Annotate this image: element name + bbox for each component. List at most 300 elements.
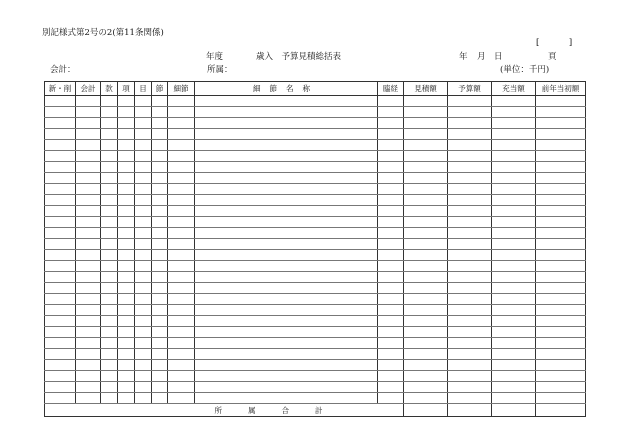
table-cell[interactable] xyxy=(76,283,101,294)
table-cell[interactable] xyxy=(448,382,492,393)
table-cell[interactable] xyxy=(448,338,492,349)
table-cell[interactable] xyxy=(135,151,152,162)
table-cell[interactable] xyxy=(195,195,378,206)
table-cell[interactable] xyxy=(118,107,135,118)
table-cell[interactable] xyxy=(492,360,536,371)
table-cell[interactable] xyxy=(492,393,536,404)
table-cell[interactable] xyxy=(45,393,76,404)
table-cell[interactable] xyxy=(152,338,168,349)
table-cell[interactable] xyxy=(378,162,404,173)
table-cell[interactable] xyxy=(118,382,135,393)
table-cell[interactable] xyxy=(536,107,586,118)
table-cell[interactable] xyxy=(76,305,101,316)
table-cell[interactable] xyxy=(195,217,378,228)
table-cell[interactable] xyxy=(492,118,536,129)
table-cell[interactable] xyxy=(448,393,492,404)
table-cell[interactable] xyxy=(492,96,536,107)
table-cell[interactable] xyxy=(448,184,492,195)
table-cell[interactable] xyxy=(101,239,118,250)
table-cell[interactable] xyxy=(448,173,492,184)
table-cell[interactable] xyxy=(168,316,195,327)
table-cell[interactable] xyxy=(448,294,492,305)
table-cell[interactable] xyxy=(536,371,586,382)
table-cell[interactable] xyxy=(168,107,195,118)
table-cell[interactable] xyxy=(195,283,378,294)
table-cell[interactable] xyxy=(404,96,448,107)
table-cell[interactable] xyxy=(448,250,492,261)
table-cell[interactable] xyxy=(448,107,492,118)
table-cell[interactable] xyxy=(404,228,448,239)
table-cell[interactable] xyxy=(135,239,152,250)
table-cell[interactable] xyxy=(76,228,101,239)
table-cell[interactable] xyxy=(168,250,195,261)
table-cell[interactable] xyxy=(152,129,168,140)
table-cell[interactable] xyxy=(195,151,378,162)
table-cell[interactable] xyxy=(536,228,586,239)
table-cell[interactable] xyxy=(536,338,586,349)
table-cell[interactable] xyxy=(101,327,118,338)
table-cell[interactable] xyxy=(492,371,536,382)
table-cell[interactable] xyxy=(195,371,378,382)
table-cell[interactable] xyxy=(135,371,152,382)
table-cell[interactable] xyxy=(135,294,152,305)
table-cell[interactable] xyxy=(152,283,168,294)
table-cell[interactable] xyxy=(76,250,101,261)
table-cell[interactable] xyxy=(448,140,492,151)
table-cell[interactable] xyxy=(168,382,195,393)
table-cell[interactable] xyxy=(76,239,101,250)
table-cell[interactable] xyxy=(404,283,448,294)
table-cell[interactable] xyxy=(195,107,378,118)
table-cell[interactable] xyxy=(492,250,536,261)
table-cell[interactable] xyxy=(536,206,586,217)
table-cell[interactable] xyxy=(195,206,378,217)
table-cell[interactable] xyxy=(195,162,378,173)
table-cell[interactable] xyxy=(152,184,168,195)
table-cell[interactable] xyxy=(195,250,378,261)
table-cell[interactable] xyxy=(76,217,101,228)
table-cell[interactable] xyxy=(76,393,101,404)
table-cell[interactable] xyxy=(536,96,586,107)
table-cell[interactable] xyxy=(45,382,76,393)
table-cell[interactable] xyxy=(448,129,492,140)
table-cell[interactable] xyxy=(536,360,586,371)
table-cell[interactable] xyxy=(118,239,135,250)
table-cell[interactable] xyxy=(45,338,76,349)
table-cell[interactable] xyxy=(101,118,118,129)
table-cell[interactable] xyxy=(152,382,168,393)
table-cell[interactable] xyxy=(492,140,536,151)
table-cell[interactable] xyxy=(45,151,76,162)
table-cell[interactable] xyxy=(195,338,378,349)
table-cell[interactable] xyxy=(76,151,101,162)
table-cell[interactable] xyxy=(152,360,168,371)
table-cell[interactable] xyxy=(195,118,378,129)
table-cell[interactable] xyxy=(118,316,135,327)
table-cell[interactable] xyxy=(492,184,536,195)
table-cell[interactable] xyxy=(101,140,118,151)
table-cell[interactable] xyxy=(536,393,586,404)
table-cell[interactable] xyxy=(195,305,378,316)
table-cell[interactable] xyxy=(448,162,492,173)
table-cell[interactable] xyxy=(76,107,101,118)
table-cell[interactable] xyxy=(76,195,101,206)
table-cell[interactable] xyxy=(448,151,492,162)
table-cell[interactable] xyxy=(135,283,152,294)
table-cell[interactable] xyxy=(76,184,101,195)
table-cell[interactable] xyxy=(76,261,101,272)
table-cell[interactable] xyxy=(118,294,135,305)
table-cell[interactable] xyxy=(152,96,168,107)
table-cell[interactable] xyxy=(101,382,118,393)
table-cell[interactable] xyxy=(135,107,152,118)
table-cell[interactable] xyxy=(76,140,101,151)
table-cell[interactable] xyxy=(195,393,378,404)
table-cell[interactable] xyxy=(76,272,101,283)
table-cell[interactable] xyxy=(45,195,76,206)
table-cell[interactable] xyxy=(45,239,76,250)
table-cell[interactable] xyxy=(45,206,76,217)
table-cell[interactable] xyxy=(378,195,404,206)
table-cell[interactable] xyxy=(168,118,195,129)
table-cell[interactable] xyxy=(101,173,118,184)
table-cell[interactable] xyxy=(101,151,118,162)
table-cell[interactable] xyxy=(404,217,448,228)
table-cell[interactable] xyxy=(45,184,76,195)
table-cell[interactable] xyxy=(536,239,586,250)
table-cell[interactable] xyxy=(152,118,168,129)
table-cell[interactable] xyxy=(492,228,536,239)
table-cell[interactable] xyxy=(101,371,118,382)
total-cell[interactable] xyxy=(448,404,492,417)
table-cell[interactable] xyxy=(378,371,404,382)
table-cell[interactable] xyxy=(492,294,536,305)
table-cell[interactable] xyxy=(378,250,404,261)
table-cell[interactable] xyxy=(118,217,135,228)
table-cell[interactable] xyxy=(152,327,168,338)
table-cell[interactable] xyxy=(448,305,492,316)
table-cell[interactable] xyxy=(76,129,101,140)
table-cell[interactable] xyxy=(536,195,586,206)
table-cell[interactable] xyxy=(118,184,135,195)
table-cell[interactable] xyxy=(378,173,404,184)
table-cell[interactable] xyxy=(101,261,118,272)
table-cell[interactable] xyxy=(76,371,101,382)
table-cell[interactable] xyxy=(152,173,168,184)
table-cell[interactable] xyxy=(135,272,152,283)
table-cell[interactable] xyxy=(135,96,152,107)
table-cell[interactable] xyxy=(448,360,492,371)
table-cell[interactable] xyxy=(152,107,168,118)
table-cell[interactable] xyxy=(536,316,586,327)
table-cell[interactable] xyxy=(168,217,195,228)
table-cell[interactable] xyxy=(378,140,404,151)
table-cell[interactable] xyxy=(101,283,118,294)
table-cell[interactable] xyxy=(168,195,195,206)
table-cell[interactable] xyxy=(404,129,448,140)
table-cell[interactable] xyxy=(404,206,448,217)
table-cell[interactable] xyxy=(101,250,118,261)
table-cell[interactable] xyxy=(76,338,101,349)
total-cell[interactable] xyxy=(492,404,536,417)
table-cell[interactable] xyxy=(404,239,448,250)
table-cell[interactable] xyxy=(448,349,492,360)
table-cell[interactable] xyxy=(536,349,586,360)
table-cell[interactable] xyxy=(448,195,492,206)
table-cell[interactable] xyxy=(152,217,168,228)
table-cell[interactable] xyxy=(195,140,378,151)
table-cell[interactable] xyxy=(536,184,586,195)
table-cell[interactable] xyxy=(101,272,118,283)
table-cell[interactable] xyxy=(492,107,536,118)
table-cell[interactable] xyxy=(118,305,135,316)
table-cell[interactable] xyxy=(195,382,378,393)
table-cell[interactable] xyxy=(135,305,152,316)
total-cell[interactable] xyxy=(536,404,586,417)
table-cell[interactable] xyxy=(45,250,76,261)
table-cell[interactable] xyxy=(536,283,586,294)
table-cell[interactable] xyxy=(152,228,168,239)
table-cell[interactable] xyxy=(168,272,195,283)
table-cell[interactable] xyxy=(195,316,378,327)
table-cell[interactable] xyxy=(45,327,76,338)
table-cell[interactable] xyxy=(118,327,135,338)
table-cell[interactable] xyxy=(135,382,152,393)
table-cell[interactable] xyxy=(168,294,195,305)
table-cell[interactable] xyxy=(152,305,168,316)
table-cell[interactable] xyxy=(404,151,448,162)
table-cell[interactable] xyxy=(195,349,378,360)
table-cell[interactable] xyxy=(135,228,152,239)
table-cell[interactable] xyxy=(118,173,135,184)
table-cell[interactable] xyxy=(378,294,404,305)
table-cell[interactable] xyxy=(448,272,492,283)
table-cell[interactable] xyxy=(404,173,448,184)
table-cell[interactable] xyxy=(45,371,76,382)
table-cell[interactable] xyxy=(448,96,492,107)
table-cell[interactable] xyxy=(404,261,448,272)
table-cell[interactable] xyxy=(152,393,168,404)
table-cell[interactable] xyxy=(378,393,404,404)
table-cell[interactable] xyxy=(45,173,76,184)
table-cell[interactable] xyxy=(195,173,378,184)
table-cell[interactable] xyxy=(404,338,448,349)
table-cell[interactable] xyxy=(135,261,152,272)
table-cell[interactable] xyxy=(492,206,536,217)
table-cell[interactable] xyxy=(195,294,378,305)
table-cell[interactable] xyxy=(135,360,152,371)
table-cell[interactable] xyxy=(536,217,586,228)
table-cell[interactable] xyxy=(101,184,118,195)
table-cell[interactable] xyxy=(536,382,586,393)
table-cell[interactable] xyxy=(45,349,76,360)
table-cell[interactable] xyxy=(45,261,76,272)
table-cell[interactable] xyxy=(536,129,586,140)
table-cell[interactable] xyxy=(536,162,586,173)
table-cell[interactable] xyxy=(45,283,76,294)
table-cell[interactable] xyxy=(118,118,135,129)
table-cell[interactable] xyxy=(492,316,536,327)
table-cell[interactable] xyxy=(536,118,586,129)
table-cell[interactable] xyxy=(404,107,448,118)
table-cell[interactable] xyxy=(536,173,586,184)
table-cell[interactable] xyxy=(378,272,404,283)
table-cell[interactable] xyxy=(168,228,195,239)
table-cell[interactable] xyxy=(101,360,118,371)
table-cell[interactable] xyxy=(536,272,586,283)
table-cell[interactable] xyxy=(118,140,135,151)
table-cell[interactable] xyxy=(404,272,448,283)
table-cell[interactable] xyxy=(168,239,195,250)
table-cell[interactable] xyxy=(152,151,168,162)
table-cell[interactable] xyxy=(118,250,135,261)
table-cell[interactable] xyxy=(492,382,536,393)
table-cell[interactable] xyxy=(492,162,536,173)
table-cell[interactable] xyxy=(492,338,536,349)
table-cell[interactable] xyxy=(101,294,118,305)
table-cell[interactable] xyxy=(404,250,448,261)
table-cell[interactable] xyxy=(118,206,135,217)
table-cell[interactable] xyxy=(76,316,101,327)
table-cell[interactable] xyxy=(195,96,378,107)
table-cell[interactable] xyxy=(168,338,195,349)
table-cell[interactable] xyxy=(378,338,404,349)
table-cell[interactable] xyxy=(118,393,135,404)
table-cell[interactable] xyxy=(76,206,101,217)
table-cell[interactable] xyxy=(135,195,152,206)
table-cell[interactable] xyxy=(168,349,195,360)
table-cell[interactable] xyxy=(448,217,492,228)
table-cell[interactable] xyxy=(378,382,404,393)
table-cell[interactable] xyxy=(135,140,152,151)
table-cell[interactable] xyxy=(378,206,404,217)
table-cell[interactable] xyxy=(76,96,101,107)
table-cell[interactable] xyxy=(168,283,195,294)
table-cell[interactable] xyxy=(168,140,195,151)
table-cell[interactable] xyxy=(101,206,118,217)
table-cell[interactable] xyxy=(101,217,118,228)
table-cell[interactable] xyxy=(118,272,135,283)
table-cell[interactable] xyxy=(492,173,536,184)
table-cell[interactable] xyxy=(135,217,152,228)
table-cell[interactable] xyxy=(448,239,492,250)
table-cell[interactable] xyxy=(378,305,404,316)
table-cell[interactable] xyxy=(118,371,135,382)
table-cell[interactable] xyxy=(45,107,76,118)
table-cell[interactable] xyxy=(135,162,152,173)
table-cell[interactable] xyxy=(448,261,492,272)
total-cell[interactable] xyxy=(404,404,448,417)
table-cell[interactable] xyxy=(101,305,118,316)
table-cell[interactable] xyxy=(118,228,135,239)
table-cell[interactable] xyxy=(536,140,586,151)
table-cell[interactable] xyxy=(101,107,118,118)
table-cell[interactable] xyxy=(492,272,536,283)
table-cell[interactable] xyxy=(45,294,76,305)
table-cell[interactable] xyxy=(76,327,101,338)
table-cell[interactable] xyxy=(168,371,195,382)
table-cell[interactable] xyxy=(118,283,135,294)
table-cell[interactable] xyxy=(404,162,448,173)
table-cell[interactable] xyxy=(404,140,448,151)
table-cell[interactable] xyxy=(492,217,536,228)
table-cell[interactable] xyxy=(378,184,404,195)
table-cell[interactable] xyxy=(536,327,586,338)
table-cell[interactable] xyxy=(45,272,76,283)
table-cell[interactable] xyxy=(135,327,152,338)
table-cell[interactable] xyxy=(101,316,118,327)
table-cell[interactable] xyxy=(378,217,404,228)
table-cell[interactable] xyxy=(492,151,536,162)
table-cell[interactable] xyxy=(118,261,135,272)
table-cell[interactable] xyxy=(195,184,378,195)
table-cell[interactable] xyxy=(168,173,195,184)
table-cell[interactable] xyxy=(135,349,152,360)
table-cell[interactable] xyxy=(448,206,492,217)
table-cell[interactable] xyxy=(152,195,168,206)
table-cell[interactable] xyxy=(404,360,448,371)
table-cell[interactable] xyxy=(101,195,118,206)
table-cell[interactable] xyxy=(195,228,378,239)
table-cell[interactable] xyxy=(76,118,101,129)
table-cell[interactable] xyxy=(152,162,168,173)
table-cell[interactable] xyxy=(168,96,195,107)
table-cell[interactable] xyxy=(168,261,195,272)
table-cell[interactable] xyxy=(492,239,536,250)
table-cell[interactable] xyxy=(492,305,536,316)
table-cell[interactable] xyxy=(118,129,135,140)
table-cell[interactable] xyxy=(404,195,448,206)
table-cell[interactable] xyxy=(135,184,152,195)
table-cell[interactable] xyxy=(76,349,101,360)
table-cell[interactable] xyxy=(404,382,448,393)
table-cell[interactable] xyxy=(378,228,404,239)
table-cell[interactable] xyxy=(492,129,536,140)
table-cell[interactable] xyxy=(168,360,195,371)
table-cell[interactable] xyxy=(536,261,586,272)
table-cell[interactable] xyxy=(152,206,168,217)
table-cell[interactable] xyxy=(101,338,118,349)
table-cell[interactable] xyxy=(45,129,76,140)
table-cell[interactable] xyxy=(536,250,586,261)
table-cell[interactable] xyxy=(378,107,404,118)
table-cell[interactable] xyxy=(135,250,152,261)
table-cell[interactable] xyxy=(152,250,168,261)
table-cell[interactable] xyxy=(536,151,586,162)
table-cell[interactable] xyxy=(152,239,168,250)
table-cell[interactable] xyxy=(101,393,118,404)
table-cell[interactable] xyxy=(101,162,118,173)
table-cell[interactable] xyxy=(45,305,76,316)
table-cell[interactable] xyxy=(135,173,152,184)
table-cell[interactable] xyxy=(76,360,101,371)
table-cell[interactable] xyxy=(135,118,152,129)
table-cell[interactable] xyxy=(76,173,101,184)
table-cell[interactable] xyxy=(378,283,404,294)
table-cell[interactable] xyxy=(168,184,195,195)
table-cell[interactable] xyxy=(45,316,76,327)
table-cell[interactable] xyxy=(404,184,448,195)
table-cell[interactable] xyxy=(378,349,404,360)
table-cell[interactable] xyxy=(152,261,168,272)
table-cell[interactable] xyxy=(101,349,118,360)
table-cell[interactable] xyxy=(195,239,378,250)
table-cell[interactable] xyxy=(76,162,101,173)
table-cell[interactable] xyxy=(45,140,76,151)
table-cell[interactable] xyxy=(404,371,448,382)
table-cell[interactable] xyxy=(118,195,135,206)
table-cell[interactable] xyxy=(152,140,168,151)
